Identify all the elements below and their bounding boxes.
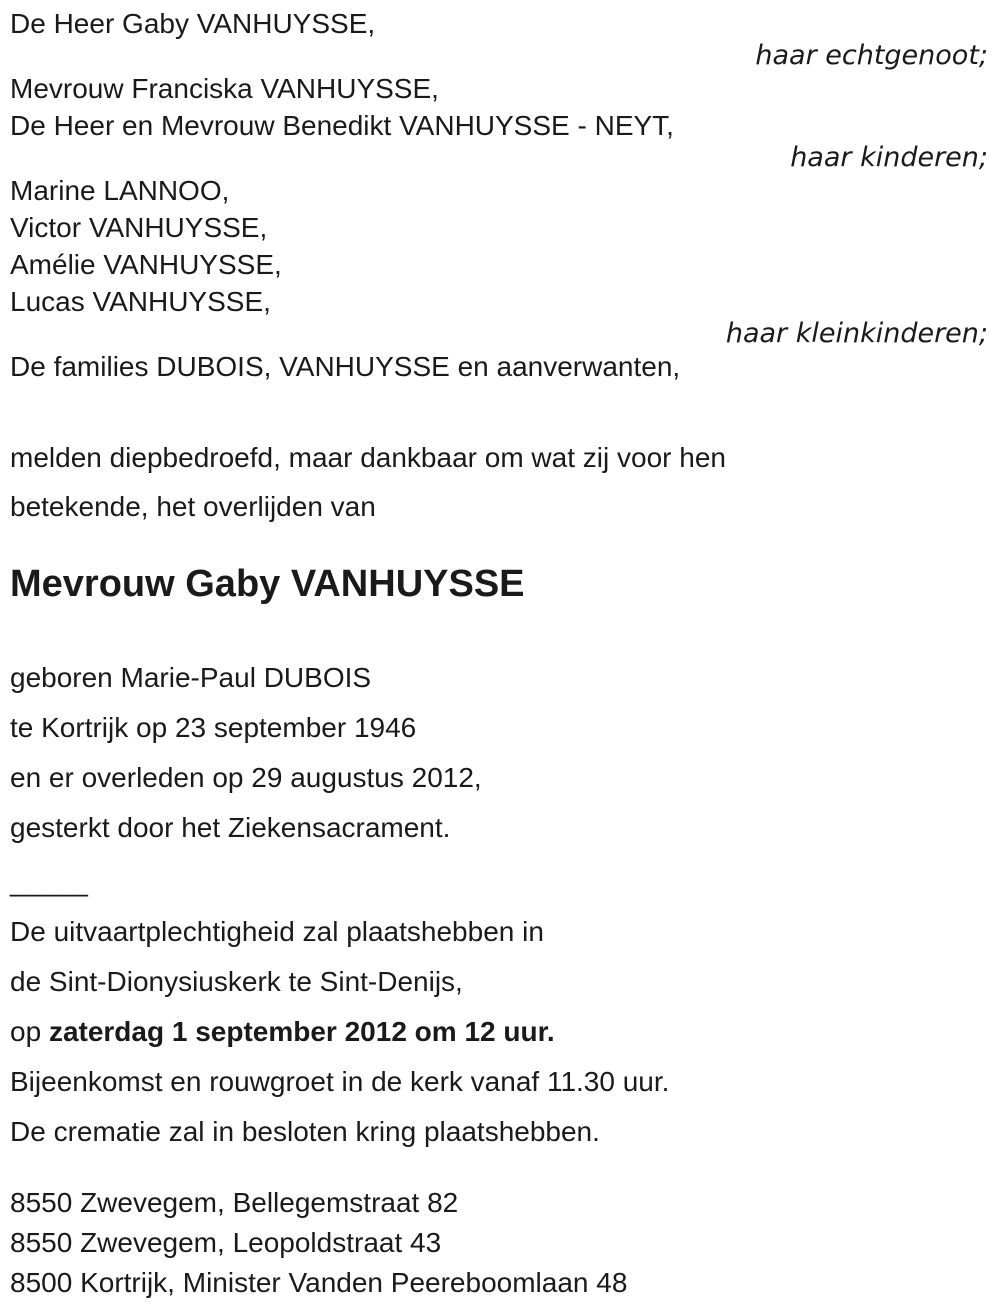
address-line: 8500 Kortrijk, Minister Vanden Peereboomlaan 48 bbox=[10, 1267, 628, 1298]
life-details bbox=[10, 653, 988, 853]
ceremony-date-prefix: op bbox=[10, 1016, 49, 1047]
relation-label: haar echtgenoot; bbox=[755, 40, 988, 71]
relative-name: Amélie VANHUYSSE, bbox=[10, 249, 282, 280]
relative-name: De families DUBOIS, VANHUYSSE en aanverwanten, bbox=[10, 351, 681, 382]
announcement-intro bbox=[10, 433, 988, 531]
relation-label: haar kleinkinderen; bbox=[725, 318, 988, 349]
ceremony-location-line: de Sint-Dionysiuskerk te Sint-Denijs, bbox=[10, 966, 463, 997]
ceremony-date-line bbox=[10, 1007, 988, 1057]
relative-name: Mevrouw Franciska VANHUYSSE, bbox=[10, 73, 439, 104]
ceremony-details bbox=[10, 907, 988, 1157]
relative-name: Marine LANNOO, bbox=[10, 175, 230, 206]
deceased-name-heading: Mevrouw Gaby VANHUYSSE bbox=[10, 563, 525, 605]
relatives-list bbox=[10, 5, 988, 385]
relative-name: De Heer Gaby VANHUYSSE, bbox=[10, 8, 376, 39]
section-separator: _____ bbox=[10, 866, 88, 897]
relative-name: De Heer en Mevrouw Benedikt VANHUYSSE - NEYT, bbox=[10, 110, 674, 141]
relative-name: Lucas VANHUYSSE, bbox=[10, 286, 271, 317]
intro-line: melden diepbedroefd, maar dankbaar om wat zij voor hen bbox=[10, 442, 726, 473]
life-line: te Kortrijk op 23 september 1946 bbox=[10, 712, 417, 743]
life-line: gesterkt door het Ziekensacrament. bbox=[10, 812, 451, 843]
address-line: 8550 Zwevegem, Leopoldstraat 43 bbox=[10, 1227, 442, 1258]
ceremony-cremation-line: De crematie zal in besloten kring plaatshebben. bbox=[10, 1116, 600, 1147]
relative-name: Victor VANHUYSSE, bbox=[10, 212, 268, 243]
family-addresses bbox=[10, 1183, 988, 1303]
ceremony-location-line: De uitvaartplechtigheid zal plaatshebben in bbox=[10, 916, 544, 947]
address-line: 8550 Zwevegem, Bellegemstraat 82 bbox=[10, 1187, 459, 1218]
ceremony-gathering-line: Bijeenkomst en rouwgroet in de kerk vanaf 11.30 uur. bbox=[10, 1066, 670, 1097]
intro-line: betekende, het overlijden van bbox=[10, 491, 376, 522]
life-line: geboren Marie-Paul DUBOIS bbox=[10, 662, 372, 693]
life-line: en er overleden op 29 augustus 2012, bbox=[10, 762, 482, 793]
ceremony-date-bold: zaterdag 1 september 2012 om 12 uur. bbox=[48, 1016, 555, 1047]
relation-label: haar kinderen; bbox=[790, 142, 988, 173]
